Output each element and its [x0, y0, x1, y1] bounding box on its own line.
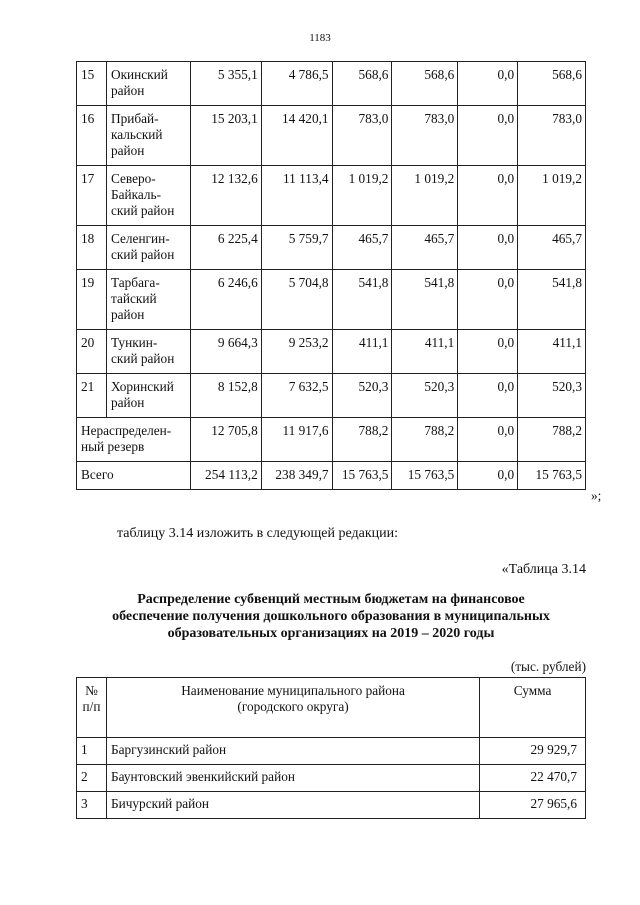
row-value-c1: 6 246,6 — [190, 270, 261, 330]
row-district-name — [106, 226, 190, 270]
page-number: 1183 — [309, 32, 331, 44]
reserve-label — [77, 418, 191, 462]
row-value-c6: 783,0 — [518, 106, 586, 166]
row-value-c5: 0,0 — [458, 226, 518, 270]
row-value-c4: 465,7 — [392, 226, 458, 270]
total-value-c6: 15 763,5 — [518, 462, 586, 490]
row-value-c5: 0,0 — [458, 374, 518, 418]
name-line: Окинский — [110, 67, 168, 82]
row-value-c5: 0,0 — [458, 106, 518, 166]
name-line: Тарбага- — [110, 275, 160, 290]
amendment-paragraph: таблицу 3.14 изложить в следующей редакции: — [117, 526, 399, 541]
header-sum: Сумма — [480, 678, 586, 738]
row-number: 20 — [77, 330, 107, 374]
row-number: 18 — [77, 226, 107, 270]
table-row — [77, 226, 586, 270]
reserve-value-c6: 788,2 — [518, 418, 586, 462]
row-value-c3: 1 019,2 — [332, 166, 392, 226]
name-line: район — [110, 143, 145, 158]
row-district-name — [106, 106, 190, 166]
closing-quote-mark: »; — [591, 488, 602, 503]
row-district-name — [106, 270, 190, 330]
table-row — [77, 270, 586, 330]
header-number: № п/п — [77, 678, 107, 738]
row-sum: 22 470,7 — [480, 765, 586, 792]
units-label: (тыс. рублей) — [510, 659, 586, 674]
row-value-c1: 5 355,1 — [190, 62, 261, 106]
total-value-c4: 15 763,5 — [392, 462, 458, 490]
reserve-value-c1: 12 705,8 — [190, 418, 261, 462]
title-line: образовательных организациях на 2019 – 2020 годы — [167, 626, 495, 641]
name-line: район — [110, 395, 145, 410]
row-value-c2: 11 113,4 — [261, 166, 332, 226]
row-value-c2: 4 786,5 — [261, 62, 332, 106]
title-line: обеспечение получения дошкольного образования в муниципальных — [112, 609, 550, 624]
table-title — [76, 591, 586, 642]
row-value-c4: 411,1 — [392, 330, 458, 374]
table-row — [77, 62, 586, 106]
reserve-value-c4: 788,2 — [392, 418, 458, 462]
row-district-name — [106, 62, 190, 106]
table-row — [77, 765, 586, 792]
row-value-c5: 0,0 — [458, 62, 518, 106]
row-number: 1 — [77, 738, 107, 765]
row-number: 19 — [77, 270, 107, 330]
row-sum: 29 929,7 — [480, 738, 586, 765]
row-value-c2: 5 704,8 — [261, 270, 332, 330]
row-name: Бичурский район — [106, 792, 479, 819]
name-line: ский район — [110, 351, 175, 366]
row-value-c5: 0,0 — [458, 270, 518, 330]
table-row — [77, 330, 586, 374]
row-value-c6: 411,1 — [518, 330, 586, 374]
row-value-c5: 0,0 — [458, 166, 518, 226]
reserve-value-c2: 11 917,6 — [261, 418, 332, 462]
name-line: Селенгин- — [110, 231, 170, 246]
row-number: 16 — [77, 106, 107, 166]
row-value-c4: 1 019,2 — [392, 166, 458, 226]
row-value-c3: 541,8 — [332, 270, 392, 330]
district-budget-table — [76, 61, 586, 490]
row-value-c4: 520,3 — [392, 374, 458, 418]
row-number: 17 — [77, 166, 107, 226]
title-line: Распределение субвенций местным бюджетам на финансовое — [137, 592, 525, 607]
row-value-c3: 520,3 — [332, 374, 392, 418]
name-line: тайский — [110, 291, 157, 306]
total-label: Всего — [77, 462, 191, 490]
row-value-c1: 15 203,1 — [190, 106, 261, 166]
row-value-c3: 783,0 — [332, 106, 392, 166]
name-line: район — [110, 83, 145, 98]
row-sum: 27 965,6 — [480, 792, 586, 819]
row-value-c3: 568,6 — [332, 62, 392, 106]
name-line: Северо- — [110, 171, 156, 186]
row-value-c3: 465,7 — [332, 226, 392, 270]
row-value-c2: 14 420,1 — [261, 106, 332, 166]
total-value-c5: 0,0 — [458, 462, 518, 490]
row-district-name — [106, 330, 190, 374]
table-row — [77, 166, 586, 226]
row-district-name — [106, 166, 190, 226]
row-name: Баунтовский эвенкийский район — [106, 765, 479, 792]
row-value-c6: 465,7 — [518, 226, 586, 270]
total-row — [77, 462, 586, 490]
total-value-c2: 238 349,7 — [261, 462, 332, 490]
name-line: ный резерв — [81, 439, 145, 454]
reserve-value-c3: 788,2 — [332, 418, 392, 462]
name-line: Хоринский — [110, 379, 174, 394]
row-value-c6: 1 019,2 — [518, 166, 586, 226]
row-number: 3 — [77, 792, 107, 819]
reserve-value-c5: 0,0 — [458, 418, 518, 462]
reserve-row — [77, 418, 586, 462]
table-row — [77, 792, 586, 819]
row-value-c4: 541,8 — [392, 270, 458, 330]
name-line: кальский — [110, 127, 163, 142]
name-line: ский район — [110, 203, 175, 218]
row-value-c2: 5 759,7 — [261, 226, 332, 270]
name-line: район — [110, 307, 145, 322]
row-number: 21 — [77, 374, 107, 418]
name-line: ский район — [110, 247, 175, 262]
table-row — [77, 106, 586, 166]
row-value-c4: 783,0 — [392, 106, 458, 166]
row-value-c3: 411,1 — [332, 330, 392, 374]
name-line: Тункин- — [110, 335, 158, 350]
row-value-c4: 568,6 — [392, 62, 458, 106]
row-value-c2: 9 253,2 — [261, 330, 332, 374]
row-value-c1: 8 152,8 — [190, 374, 261, 418]
name-line: Прибай- — [110, 111, 159, 126]
row-number: 2 — [77, 765, 107, 792]
table-label: «Таблица 3.14 — [501, 562, 586, 577]
table-row — [77, 738, 586, 765]
row-value-c1: 9 664,3 — [190, 330, 261, 374]
row-value-c1: 6 225,4 — [190, 226, 261, 270]
row-value-c2: 7 632,5 — [261, 374, 332, 418]
row-value-c6: 520,3 — [518, 374, 586, 418]
name-line: Байкаль- — [110, 187, 162, 202]
row-name: Баргузинский район — [106, 738, 479, 765]
total-value-c3: 15 763,5 — [332, 462, 392, 490]
row-value-c6: 541,8 — [518, 270, 586, 330]
row-value-c5: 0,0 — [458, 330, 518, 374]
row-value-c6: 568,6 — [518, 62, 586, 106]
row-number: 15 — [77, 62, 107, 106]
subvention-table — [76, 677, 586, 819]
name-line: Нераспределен- — [81, 423, 172, 438]
row-district-name — [106, 374, 190, 418]
total-value-c1: 254 113,2 — [190, 462, 261, 490]
header-name: Наименование муниципального района (городского округа) — [106, 678, 479, 738]
row-value-c1: 12 132,6 — [190, 166, 261, 226]
table-header-row — [77, 678, 586, 738]
table-row — [77, 374, 586, 418]
